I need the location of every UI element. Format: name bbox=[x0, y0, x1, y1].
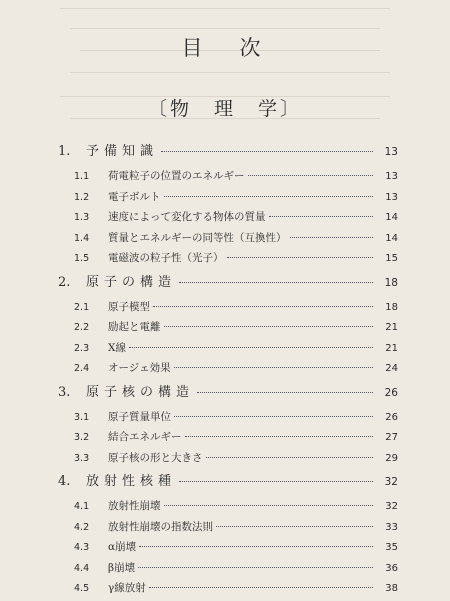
toc-number: 1.5 bbox=[74, 253, 90, 264]
toc-title: 荷電粒子の位置のエネルギー bbox=[108, 170, 245, 182]
toc-number: 4.3 bbox=[74, 542, 90, 553]
toc-title: 予備知識 bbox=[86, 144, 159, 159]
toc-number: 1.3 bbox=[74, 212, 90, 223]
dot-leader bbox=[174, 367, 373, 368]
toc-title: X線 bbox=[108, 341, 126, 354]
toc-title: γ線放射 bbox=[108, 582, 146, 594]
toc-number: 4.2 bbox=[74, 521, 90, 533]
dot-leader bbox=[197, 392, 373, 393]
toc-entry bbox=[48, 360, 398, 381]
toc-page-number: 27 bbox=[385, 432, 398, 443]
toc-page-number: 36 bbox=[385, 562, 398, 574]
toc-entry bbox=[48, 580, 398, 601]
dot-leader bbox=[216, 526, 373, 527]
toc-title: 放射性崩壊 bbox=[108, 500, 161, 512]
dot-leader bbox=[164, 196, 374, 197]
dot-leader bbox=[161, 151, 373, 152]
toc-entry bbox=[48, 498, 398, 519]
toc-title: 結合エネルギー bbox=[108, 431, 182, 443]
toc-title: 電磁波の粒子性（光子） bbox=[108, 252, 224, 264]
dot-leader bbox=[164, 505, 374, 506]
dot-leader bbox=[206, 457, 374, 458]
section-title: 〔物 理 学〕 bbox=[147, 98, 302, 120]
toc-number: 4.5 bbox=[74, 583, 90, 594]
toc-page-number: 33 bbox=[385, 521, 398, 533]
toc-chapter bbox=[48, 271, 398, 299]
toc-title: 放射性核種 bbox=[86, 474, 177, 489]
toc-number: 3.1 bbox=[74, 411, 90, 423]
toc-page-number: 14 bbox=[385, 232, 398, 244]
toc-chapter bbox=[48, 140, 398, 168]
toc-page-number: 21 bbox=[385, 322, 398, 333]
toc-entry bbox=[48, 209, 398, 230]
toc-page-number: 21 bbox=[385, 342, 398, 354]
toc-number: 3.2 bbox=[74, 432, 90, 443]
dot-leader bbox=[179, 481, 373, 482]
toc-title: 放射性崩壊の指数法則 bbox=[108, 520, 213, 533]
toc-title: 速度によって変化する物体の質量 bbox=[108, 211, 266, 223]
dot-leader bbox=[174, 416, 373, 417]
toc-number: 2.2 bbox=[74, 322, 90, 333]
dot-leader bbox=[179, 282, 373, 283]
toc-title: 原子質量単位 bbox=[108, 410, 171, 423]
toc-number: 4.1 bbox=[74, 501, 90, 512]
toc-number: 3. bbox=[58, 384, 71, 400]
toc-number: 1. bbox=[58, 144, 71, 159]
toc-title: 質量とエネルギーの同等性（互換性） bbox=[108, 231, 287, 244]
toc-page-number: 14 bbox=[385, 212, 398, 223]
toc-page-number: 18 bbox=[385, 301, 398, 313]
toc-title: α崩壊 bbox=[108, 541, 137, 553]
toc-page-number: 24 bbox=[385, 363, 398, 374]
toc-number: 1.2 bbox=[74, 191, 90, 203]
toc-number: 2.4 bbox=[74, 363, 90, 374]
toc-number: 4.4 bbox=[74, 562, 90, 574]
toc-title: 励起と電離 bbox=[108, 321, 161, 333]
toc-entry bbox=[48, 319, 398, 340]
toc-entry bbox=[48, 168, 398, 189]
toc-number: 2.3 bbox=[74, 342, 90, 354]
toc-number: 3.3 bbox=[74, 452, 90, 464]
toc-title: β崩壊 bbox=[108, 561, 136, 574]
toc-entry bbox=[48, 539, 398, 560]
toc-page-number: 38 bbox=[385, 583, 398, 594]
toc-entry bbox=[48, 409, 398, 430]
dot-leader bbox=[248, 175, 374, 176]
toc-page-number: 32 bbox=[385, 501, 398, 512]
toc-number: 4. bbox=[58, 474, 71, 489]
toc-chapter bbox=[48, 470, 398, 498]
toc-page-number: 13 bbox=[385, 191, 398, 203]
toc-entry bbox=[48, 299, 398, 320]
toc-number: 1.1 bbox=[74, 171, 90, 182]
toc-chapter bbox=[48, 381, 398, 409]
toc-entry bbox=[48, 429, 398, 450]
toc-entry bbox=[48, 230, 398, 251]
dot-leader bbox=[269, 216, 374, 217]
dot-leader bbox=[227, 257, 374, 258]
page-title: 目 次 bbox=[181, 36, 269, 60]
toc-page-number: 13 bbox=[384, 146, 398, 158]
toc-entry bbox=[48, 450, 398, 471]
toc-entry bbox=[48, 519, 398, 540]
toc-title: 原子核の形と大きさ bbox=[108, 451, 203, 464]
toc-number: 1.4 bbox=[74, 232, 90, 244]
toc-page-number: 13 bbox=[385, 171, 398, 182]
dot-leader bbox=[164, 326, 374, 327]
dot-leader bbox=[138, 567, 373, 568]
dot-leader bbox=[139, 546, 373, 547]
dot-leader bbox=[149, 587, 373, 588]
toc-entry bbox=[48, 189, 398, 210]
toc-page-number: 26 bbox=[385, 411, 398, 423]
toc-page-number: 29 bbox=[385, 452, 398, 464]
toc-title: 原子の構造 bbox=[86, 274, 177, 290]
table-of-contents bbox=[48, 140, 398, 601]
toc-entry bbox=[48, 340, 398, 361]
toc-title: オージェ効果 bbox=[108, 362, 171, 374]
toc-title: 原子核の構造 bbox=[86, 384, 195, 400]
toc-page-number: 15 bbox=[385, 253, 398, 264]
toc-title: 電子ボルト bbox=[108, 190, 161, 203]
toc-page-number: 32 bbox=[384, 476, 398, 488]
toc-number: 2. bbox=[58, 274, 71, 290]
dot-leader bbox=[153, 306, 373, 307]
toc-title: 原子模型 bbox=[108, 300, 150, 313]
toc-page-number: 26 bbox=[384, 386, 398, 399]
toc-entry bbox=[48, 250, 398, 271]
toc-page-number: 18 bbox=[384, 276, 398, 289]
toc-number: 2.1 bbox=[74, 301, 90, 313]
dot-leader bbox=[290, 237, 374, 238]
dot-leader bbox=[185, 436, 374, 437]
toc-page-number: 35 bbox=[385, 542, 398, 553]
toc-entry bbox=[48, 560, 398, 581]
dot-leader bbox=[129, 347, 373, 348]
